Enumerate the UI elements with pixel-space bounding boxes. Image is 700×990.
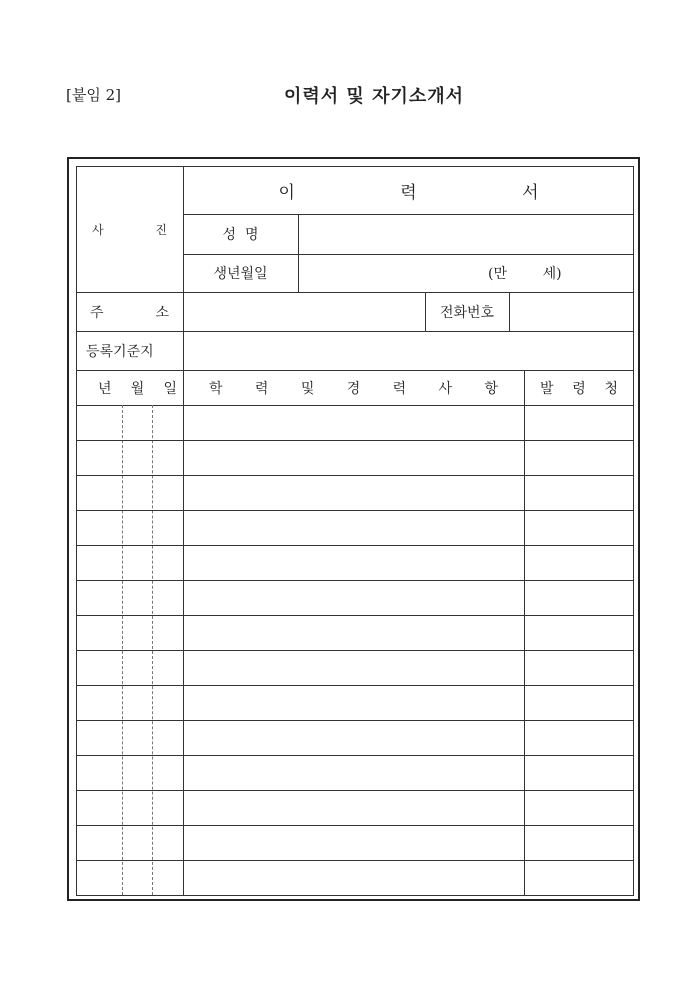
history-description-cell[interactable] <box>183 545 524 580</box>
history-year-cell[interactable] <box>76 720 122 755</box>
attachment-label: [붙임 2] <box>66 86 121 104</box>
history-year-cell[interactable] <box>76 615 122 650</box>
history-day-cell[interactable] <box>152 510 183 545</box>
history-day-cell[interactable] <box>152 860 183 895</box>
history-year-cell[interactable] <box>76 860 122 895</box>
address-label: 주 소 <box>90 304 169 321</box>
history-issuer-cell[interactable] <box>524 685 634 720</box>
history-issuer-cell[interactable] <box>524 720 634 755</box>
history-day-cell[interactable] <box>152 825 183 860</box>
name-label: 성 명 <box>222 227 259 243</box>
history-day-cell[interactable] <box>152 615 183 650</box>
history-month-cell[interactable] <box>122 615 152 650</box>
history-year-cell[interactable] <box>76 685 122 720</box>
history-month-cell[interactable] <box>122 545 152 580</box>
history-description-cell[interactable] <box>183 860 524 895</box>
history-issuer-cell[interactable] <box>524 510 634 545</box>
history-issuer-cell[interactable] <box>524 440 634 475</box>
history-issuer-cell[interactable] <box>524 825 634 860</box>
history-day-cell[interactable] <box>152 440 183 475</box>
history-day-cell[interactable] <box>152 475 183 510</box>
history-month-cell[interactable] <box>122 685 152 720</box>
history-description-cell[interactable] <box>183 790 524 825</box>
history-month-cell[interactable] <box>122 860 152 895</box>
phone-field[interactable] <box>509 292 634 331</box>
history-issuer-cell[interactable] <box>524 615 634 650</box>
history-issuer-cell[interactable] <box>524 650 634 685</box>
history-description-cell[interactable] <box>183 510 524 545</box>
form-title: 이 력 서 <box>278 182 589 203</box>
history-month-cell[interactable] <box>122 650 152 685</box>
history-description-cell[interactable] <box>183 580 524 615</box>
history-issuer-cell[interactable] <box>524 790 634 825</box>
history-month-cell[interactable] <box>122 580 152 615</box>
history-month-cell[interactable] <box>122 475 152 510</box>
history-description-cell[interactable] <box>183 755 524 790</box>
history-month-cell[interactable] <box>122 825 152 860</box>
history-description-cell[interactable] <box>183 475 524 510</box>
phone-label: 전화번호 <box>439 304 495 321</box>
history-year-cell[interactable] <box>76 790 122 825</box>
history-day-cell[interactable] <box>152 790 183 825</box>
history-description-cell[interactable] <box>183 440 524 475</box>
photo-area[interactable]: 사 진 <box>92 222 167 237</box>
birth-field[interactable] <box>298 254 634 292</box>
history-day-cell[interactable] <box>152 580 183 615</box>
history-description-cell[interactable] <box>183 615 524 650</box>
history-day-cell[interactable] <box>152 755 183 790</box>
history-month-cell[interactable] <box>122 510 152 545</box>
history-year-cell[interactable] <box>76 440 122 475</box>
history-issuer-cell[interactable] <box>524 580 634 615</box>
history-month-cell[interactable] <box>122 720 152 755</box>
age-suffix: (만 세) <box>488 266 562 282</box>
history-issuer-cell[interactable] <box>524 545 634 580</box>
history-month-cell[interactable] <box>122 755 152 790</box>
history-year-cell[interactable] <box>76 545 122 580</box>
history-year-cell[interactable] <box>76 825 122 860</box>
history-issuer-cell[interactable] <box>524 860 634 895</box>
header-description: 학 력 및 경 력 사 항 <box>209 380 498 397</box>
history-month-cell[interactable] <box>122 790 152 825</box>
resume-form <box>76 166 634 896</box>
birth-label: 생년월일 <box>213 266 268 282</box>
history-year-cell[interactable] <box>76 475 122 510</box>
history-year-cell[interactable] <box>76 405 122 440</box>
header-date: 년 월 일 <box>98 380 177 397</box>
divider <box>76 895 634 896</box>
history-day-cell[interactable] <box>152 650 183 685</box>
history-month-cell[interactable] <box>122 405 152 440</box>
history-year-cell[interactable] <box>76 650 122 685</box>
history-description-cell[interactable] <box>183 825 524 860</box>
history-description-cell[interactable] <box>183 405 524 440</box>
address-field[interactable] <box>183 292 425 331</box>
history-month-cell[interactable] <box>122 440 152 475</box>
domicile-field[interactable] <box>183 331 634 370</box>
history-issuer-cell[interactable] <box>524 405 634 440</box>
history-issuer-cell[interactable] <box>524 475 634 510</box>
history-day-cell[interactable] <box>152 685 183 720</box>
header-issuer: 발 령 청 <box>540 380 618 397</box>
history-year-cell[interactable] <box>76 580 122 615</box>
history-description-cell[interactable] <box>183 720 524 755</box>
history-issuer-cell[interactable] <box>524 755 634 790</box>
history-year-cell[interactable] <box>76 510 122 545</box>
history-day-cell[interactable] <box>152 405 183 440</box>
history-day-cell[interactable] <box>152 720 183 755</box>
history-description-cell[interactable] <box>183 685 524 720</box>
document-title: 이력서 및 자기소개서 <box>284 86 465 107</box>
history-day-cell[interactable] <box>152 545 183 580</box>
history-year-cell[interactable] <box>76 755 122 790</box>
domicile-label: 등록기준지 <box>86 343 154 360</box>
name-field[interactable] <box>298 214 634 254</box>
history-description-cell[interactable] <box>183 650 524 685</box>
